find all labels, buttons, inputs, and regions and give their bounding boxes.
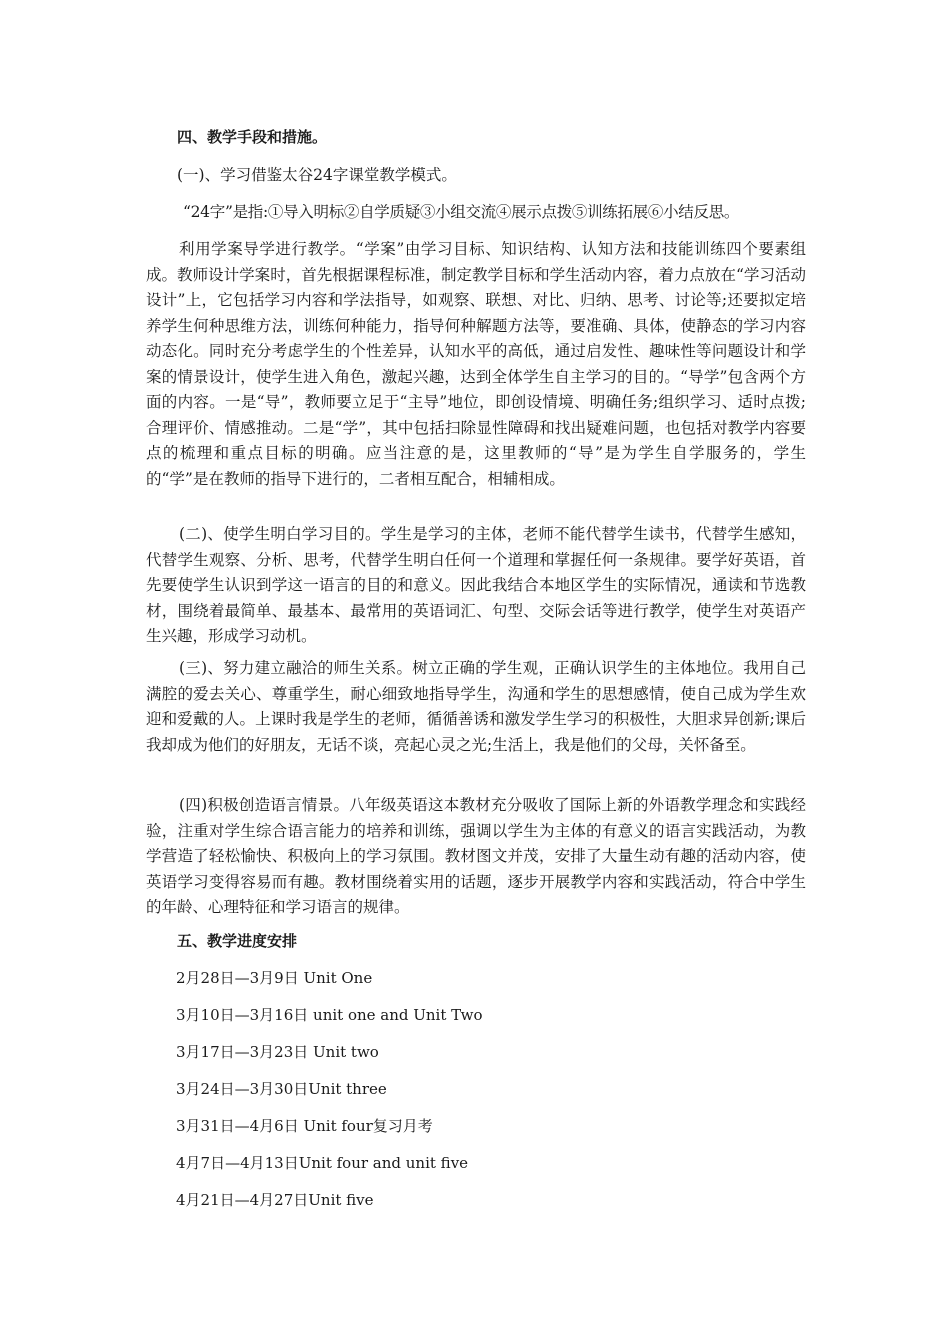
- schedule-item: 3月17日—3月23日 Unit two: [176, 1043, 379, 1061]
- schedule-item: 4月21日—4月27日Unit five: [176, 1191, 374, 1209]
- schedule-item: 3月10日—3月16日 unit one and Unit Two: [176, 1006, 483, 1024]
- paragraph-teacher-student-relationship: (三)、努力建立融洽的师生关系。树立正确的学生观，正确认识学生的主体地位。我用自己满腔的爱去关心、尊重学生，耐心细致地指导学生，沟通和学生的思想感情，使自己成为学生欢迎和爱戴的人。上课时我是学生的老师，循循善诱和激发学生学习的积极性，大胆求异创新;课后我却成为他们的好朋友，无话不谈，亮起心灵之光;生活上，我是他们的父母，关怀备至。: [146, 659, 806, 754]
- subsection-1-definition: “24字”是指:①导入明标②自学质疑③小组交流④展示点拨⑤训练拓展⑥小结反思。: [183, 203, 740, 221]
- paragraph-xuean-daoxue: 利用学案导学进行教学。“学案”由学习目标、知识结构、认知方法和技能训练四个要素组成。教师设计学案时，首先根据课程标准，制定教学目标和学生活动内容，着力点放在“学习活动设计”上，它包括学习内容和学法指导，如观察、联想、对比、归纳、思考、讨论等;还要拟定培养学生何种思维方法，训练何种能力，指导何种解题方法等，要准确、具体，使静态的学习内容动态化。同时充分考虑学生的个性差异，认知水平的高低，通过启发性、趣味性等问题设计和学案的情景设计，使学生进入角色，激起兴趣，达到全体学生自主学习的目的。“导学”包含两个方面的内容。一是“导”，教师要立足于“主导”地位，即创设情境、明确任务;组织学习、适时点拨;合理评价、情感推动。二是“学”，其中包括扫除显性障碍和找出疑难问题，也包括对教学内容要点的梳理和重点目标的明确。应当注意的是，这里教师的“导”是为学生自学服务的，学生的“学”是在教师的指导下进行的，二者相互配合，相辅相成。: [146, 240, 806, 488]
- section-5-heading: 五、教学进度安排: [177, 932, 298, 950]
- section-4-heading: 四、教学手段和措施。: [177, 128, 328, 146]
- subsection-1-title: (一)、学习借鉴太谷24字课堂教学模式。: [177, 166, 457, 184]
- paragraph-language-situations: (四)积极创造语言情景。八年级英语这本教材充分吸收了国际上新的外语教学理念和实践经验，注重对学生综合语言能力的培养和训练，强调以学生为主体的有意义的语言实践活动，为教学营造了轻松愉快、积极向上的学习氛围。教材图文并茂，安排了大量生动有趣的活动内容，使英语学习变得容易而有趣。教材围绕着实用的话题，逐步开展教学内容和实践活动，符合中学生的年龄、心理特征和学习语言的规律。: [146, 796, 806, 916]
- paragraph-learning-purpose: (二)、使学生明白学习目的。学生是学习的主体，老师不能代替学生读书，代替学生感知，代替学生观察、分析、思考，代替学生明白任何一个道理和掌握任何一条规律。要学好英语，首先要使学生认识到学这一语言的目的和意义。因此我结合本地区学生的实际情况，通读和节选教材，围绕着最简单、最基本、最常用的英语词汇、句型、交际会话等进行教学，使学生对英语产生兴趣，形成学习动机。: [146, 525, 806, 645]
- schedule-item: 2月28日—3月9日 Unit One: [176, 969, 373, 987]
- schedule-item: 4月7日—4月13日Unit four and unit five: [176, 1154, 469, 1172]
- schedule-item: 3月24日—3月30日Unit three: [176, 1080, 387, 1098]
- schedule-item: 3月31日—4月6日 Unit four复习月考: [176, 1117, 433, 1135]
